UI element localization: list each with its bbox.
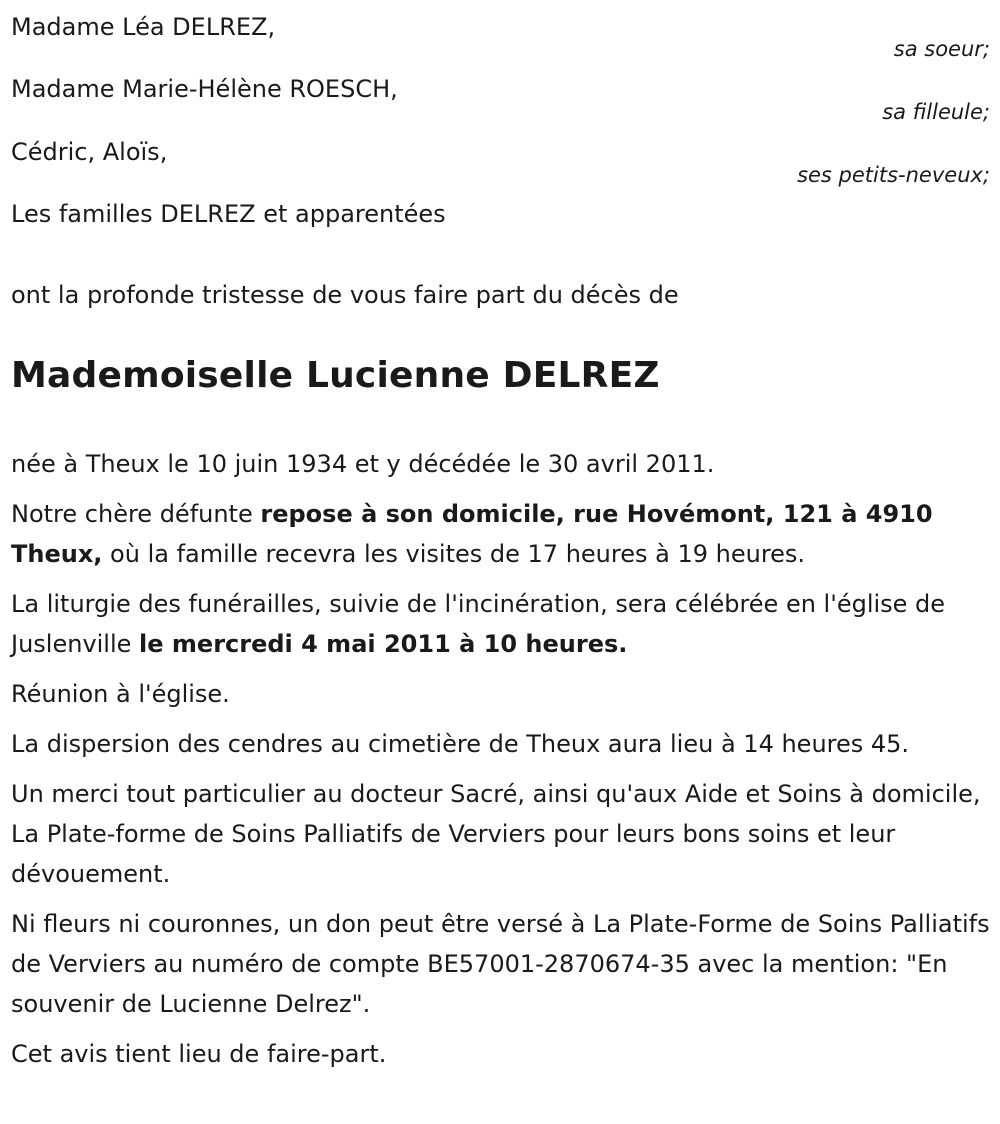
dispersion-paragraph: La dispersion des cendres au cimetière de Theux aura lieu à 14 heures 45. (11, 730, 910, 758)
rest-text-end: où la famille recevra les visites de 17 heures à 19 heures. (102, 540, 806, 568)
rest-address: repose à son domicile, rue Hovémont, 121 à 4910 Theux, (11, 500, 933, 568)
meeting-paragraph: Réunion à l'église. (11, 680, 230, 708)
closing-paragraph: Cet avis tient lieu de faire-part. (11, 1040, 387, 1068)
birth-death-paragraph: née à Theux le 10 juin 1934 et y décédée le 30 avril 2011. (11, 450, 715, 478)
liturgy-paragraph (11, 584, 991, 664)
flowers-paragraph: Ni fleurs ni couronnes, un don peut être versé à La Plate-Forme de Soins Palliatifs de Verviers au numéro de compte BE57001-2870674-35 avec la mention: "En souvenir de Lucienne Delrez". (11, 910, 990, 1018)
notice-body (11, 444, 991, 1084)
relation-sister: sa soeur; (893, 37, 990, 61)
mourner-name-sister: Madame Léa DELREZ, (11, 13, 276, 41)
relation-grandnephews: ses petits-neveux; (797, 163, 990, 187)
liturgy-text: La liturgie des funérailles, suivie de l'incinération, sera célébrée en l'église de Juslenville (11, 590, 946, 658)
deceased-name: Mademoiselle Lucienne DELREZ (11, 355, 660, 396)
rest-text-start: Notre chère défunte (11, 500, 261, 528)
announcement-intro: ont la profonde tristesse de vous faire part du décès de (11, 281, 679, 309)
thanks-paragraph: Un merci tout particulier au docteur Sacré, ainsi qu'aux Aide et Soins à domicile, La Plate-forme de Soins Palliatifs de Verviers pour leurs bons soins et leur dévouement. (11, 780, 981, 888)
mourner-name-grandnephews: Cédric, Aloïs, (11, 138, 168, 166)
mourner-name-families: Les familles DELREZ et apparentées (11, 200, 446, 228)
rest-paragraph (11, 494, 991, 574)
mourner-name-goddaughter: Madame Marie-Hélène ROESCH, (11, 75, 398, 103)
relation-goddaughter: sa filleule; (882, 100, 990, 124)
liturgy-date: le mercredi 4 mai 2011 à 10 heures. (139, 630, 628, 658)
